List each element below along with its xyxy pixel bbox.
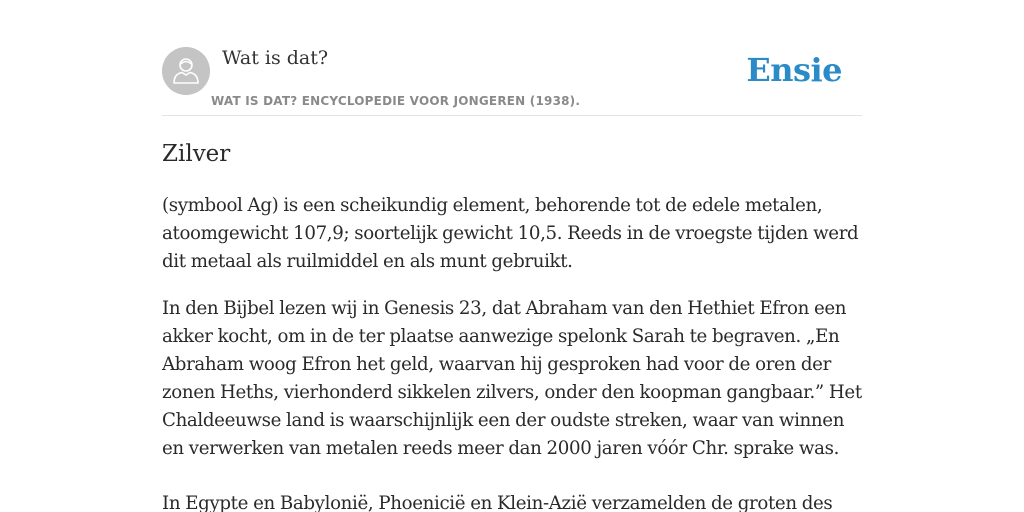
- entry-title: Zilver: [162, 141, 231, 167]
- person-icon: [162, 47, 210, 95]
- entry-container: [162, 0, 862, 512]
- ensie-logo[interactable]: Ensie: [746, 51, 842, 89]
- source-subtitle[interactable]: WAT IS DAT? ENCYCLOPEDIE VOOR JONGEREN (1938).: [211, 94, 581, 108]
- entry-body: [162, 192, 862, 512]
- entry-paragraph: (symbool Ag) is een scheikundig element, behorende tot de edele metalen, atoomgewicht 107,9; soortelijk gewicht 10,5. Reeds in de vroegste tijden werd dit metaal als ruilmiddel en als munt gebruikt.: [162, 195, 859, 272]
- source-header: [162, 0, 862, 116]
- source-title[interactable]: Wat is dat?: [222, 47, 329, 69]
- avatar[interactable]: [162, 47, 210, 95]
- entry-paragraph: In Egypte en Babylonië, Phoenicië en Klein-Azië verzamelden de groten des: [162, 493, 833, 512]
- entry-paragraph: In den Bijbel lezen wij in Genesis 23, dat Abraham van den Hethiet Efron een akker kocht, om in de ter plaatse aanwezige spelonk Sarah te begraven. „En Abraham woog Efron het geld, waarvan hij gesproken had voor de oren der zonen Heths, vierhonderd sikkelen zilvers, onder den koopman gangbaar.” Het Chaldeeuwse land is waarschijnlijk een der oudste streken, waar van winnen en verwerken van metalen reeds meer dan 2000 jaren vóór Chr. sprake was.: [162, 298, 862, 459]
